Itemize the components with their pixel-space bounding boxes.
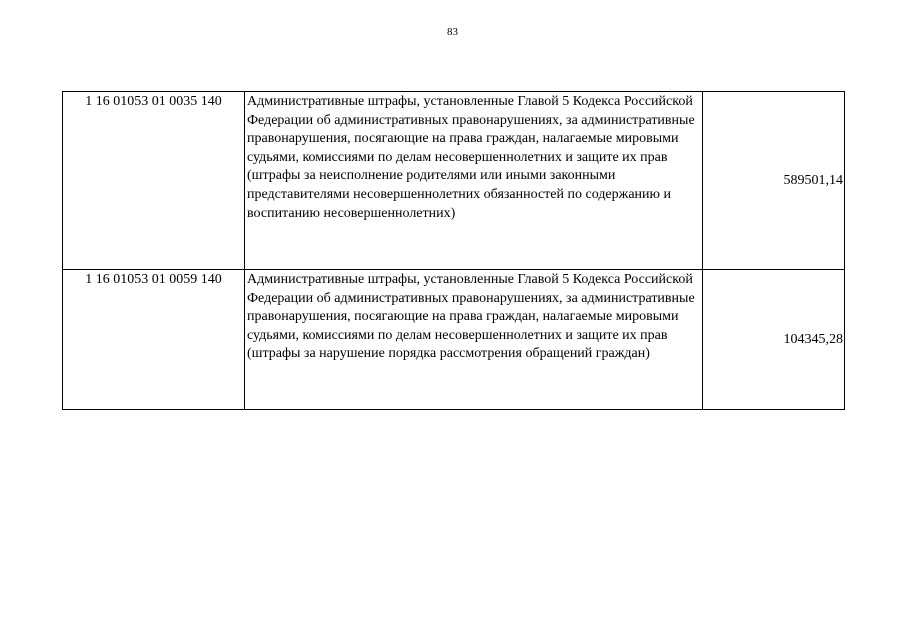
table-row: [63, 92, 845, 270]
budget-revenue-table: [62, 91, 845, 410]
revenue-amount: 589501,14: [703, 92, 845, 270]
revenue-description: Административные штрафы, установленные Главой 5 Кодекса Российской Федерации об административных правонарушениях, за административные правонарушения, посягающие на права граждан, налагаемые мировыми судьями, комиссиями по делам несовершеннолетних и защите их прав (штрафы за неисполнение родителями или иными законными представителями несовершеннолетних обязанностей по содержанию и воспитанию несовершеннолетних): [245, 92, 703, 270]
budget-classification-code: 1 16 01053 01 0059 140: [63, 270, 245, 410]
revenue-description: Административные штрафы, установленные Главой 5 Кодекса Российской Федерации об административных правонарушениях, за административные правонарушения, посягающие на права граждан, налагаемые мировыми судьями, комиссиями по делам несовершеннолетних и защите их прав (штрафы за нарушение порядка рассмотрения обращений граждан): [245, 270, 703, 410]
budget-classification-code: 1 16 01053 01 0035 140: [63, 92, 245, 270]
table-row: [63, 270, 845, 410]
revenue-amount: 104345,28: [703, 270, 845, 410]
page-number: 83: [447, 26, 458, 38]
